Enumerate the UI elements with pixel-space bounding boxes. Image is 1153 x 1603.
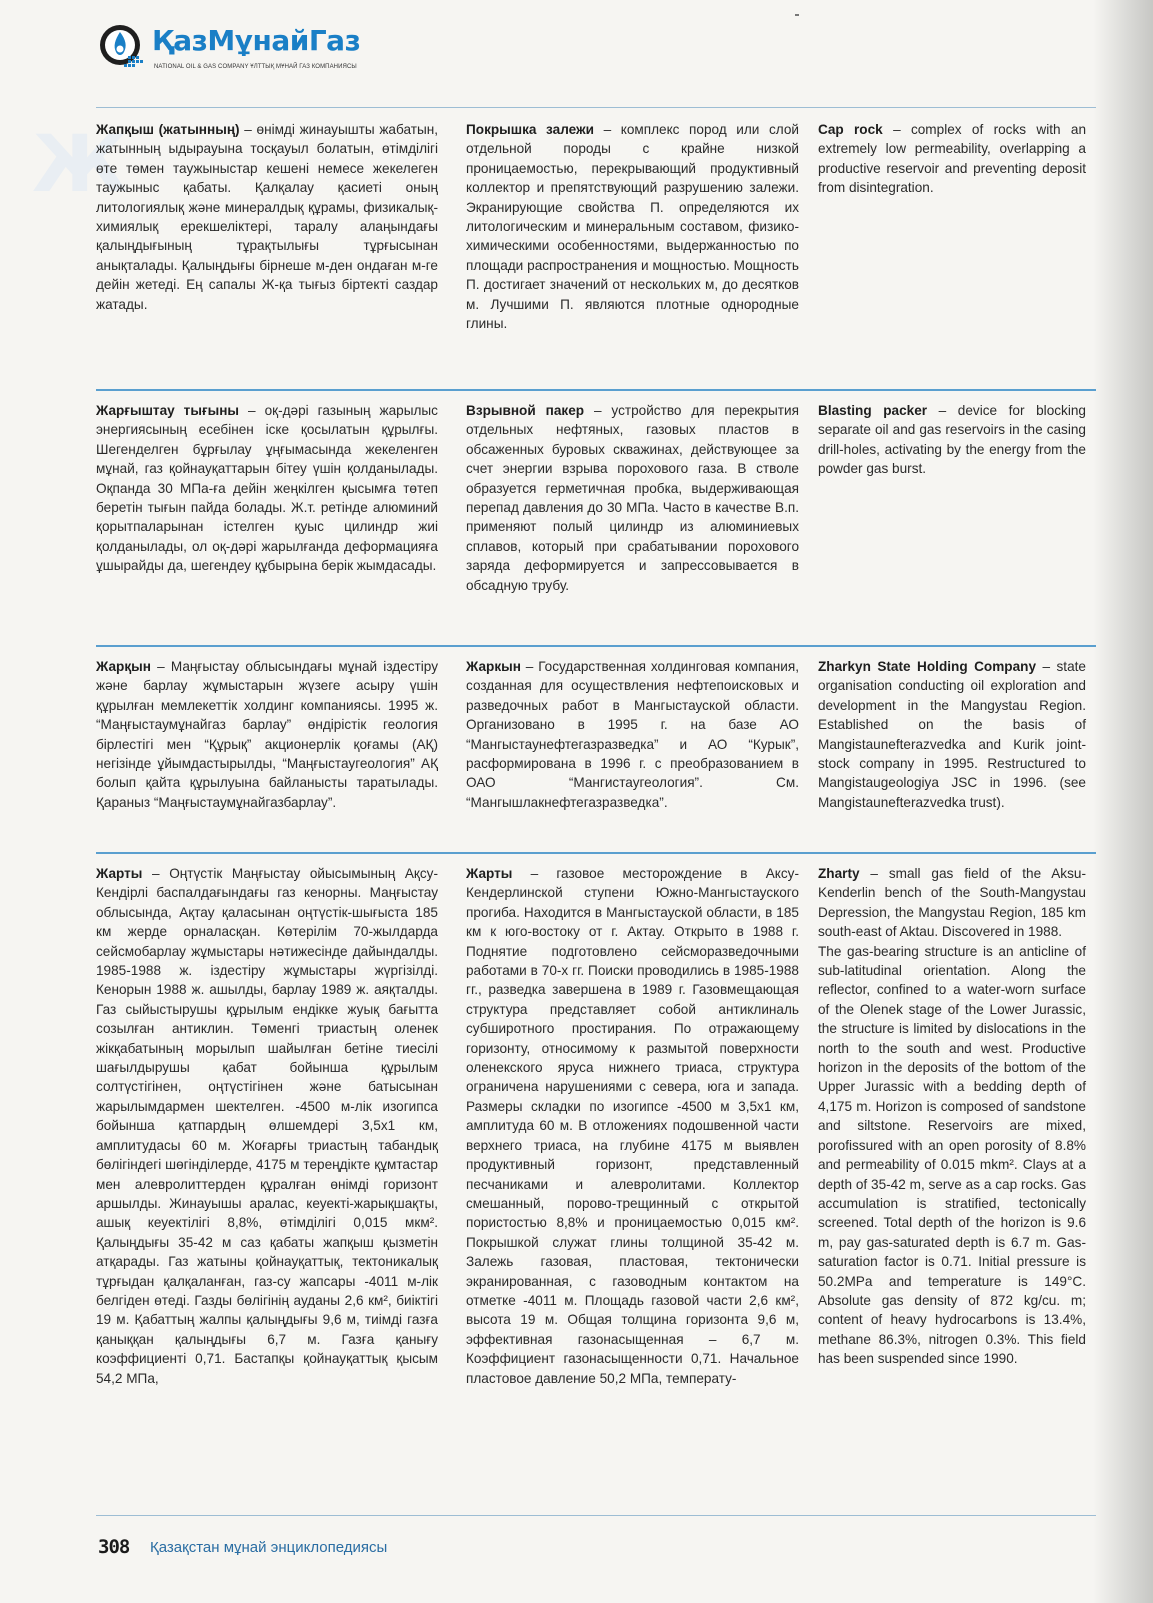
entry-term: Жарқын: [96, 659, 151, 674]
entry-text: – state organisation conducting oil exploration and development in the Mangystau Region. Established on the basis of Mangistaunefterazvedka and Kurik joint-stock company in 1995. Restructured to Mangistaugeologiya JSC in 1996. (see Mangistaunefterazvedka trust).: [818, 659, 1086, 810]
entry-text: – өнімді жинауышты жабатын, жатынның ыдырауына тосқауыл болатын, өтімділігі өте төмен таужыныстар кешені немесе жекелеген таужыныс қабаты. Қалқалау қасиеті оның литологиялық және минералдық құрамы, физикалық-химиялық ерекшеліктері, таралу алаңындағы қалыңдығының тұрақтылығы тұрғысынан анықталады. Қалыңдығы бірнеше м-ден ондаған м-ге дейін жетеді. Ең сапалы Ж-қа тығыз біртекті саздар жатады.: [96, 122, 438, 312]
entry-text: – устройство для перекрытия отдельных нефтяных, газовых пластов в обсаженных буровых скважинах, действующее за счет энергии взрыва порохового газа. В стволе образуется герметичная пробка, выдерживающая перепад давления до 30 МПа. Часто в качестве В.п. применяют полый цилиндр из алюминиевых сплавов, который при срабатывании порохового заряда деформируется и запрессовывается в обсадную трубу.: [466, 403, 799, 593]
entry-term: Zharty: [818, 866, 860, 881]
entry-text: – Государственная холдинговая компания, созданная для осуществления нефтепоисковых и разведочных работ в Мангыстауской области. Организовано в 1995 г. на базе АО “Мангыстаунефтегазразведка” и АО “Курык”, расформирована в 1996 г. с преобразованием в ОАО “Мангистаугеология”. См. “Мангышлакнефтегазразведка”.: [466, 659, 799, 810]
scan-speck: [795, 14, 799, 16]
entry-text: – Оңтүстік Маңғыстау ойысымының Ақсу-Кендірлі баспалдағындағы газ кенорны. Маңғыстау облысында, Ақтау қаласынан оңтүстік-шығыста 185 км жерде орналасқан. Көтерілім 70-жылдарда сейсмобарлау жұмыстары нәтижесінде дайындалды. 1985-1988 ж. іздестіру жұмыстары жүргізілді. Кенорын 1988 ж. ашылды, барлау 1989 ж. аяқталды. Газ сыйыстырушы құрылым ендікке жуық бағытта созылған антиклин. Төменгі триастың оленек жікқабатының морылып шайылған бетіне тиесілі шағылдырушы қабат бойынша құрылым солтүстігінен, оңтүстігінен және батысынан жарылымдармен шектелген. -4500 м-лік изогипса бойынша қатпардың өлшемдері 3,5х1 км, амплитудасы 60 м. Жоғарғы триастың табандық бөлігіндегі шөгінділерде, 4175 м тереңдікте құмтастар мен алевролиттерден құралған өнімді горизонт аршылды. Жинауышы аралас, кеуекті-жарықшақты, ашық кеуектілігі 8,8%, өтімділігі 0,015 мкм². Қалыңдығы 35-42 м саз қабаты жапқыш қызметін атқарады. Газ жатыны қойнауқаттық, тектоникалық тұрғыдан қалқаланған, газ-су жапсары -4011 м-лік белгіден өтеді. Газды бөлігінің ауданы 2,6 км², биіктігі 19 м. Қабаттың жалпы қалыңдығы 9,6 м, тиімді газға қаныққан қалыңдығы 6,7 м. Газға қанығу коэффициенті 0,71. Бастапқы қойнауқаттық қысым 54,2 МПа,: [96, 866, 438, 1386]
page-number: 308: [98, 1536, 130, 1558]
header-rule: [96, 107, 1096, 108]
entry-term: Покрышка залежи: [466, 122, 595, 137]
kazakh-column: [96, 864, 438, 1388]
entry-term: Жарты: [96, 866, 143, 881]
entry-term: Жарты: [466, 866, 513, 881]
kazakh-column: [96, 120, 438, 314]
kazakh-column: [96, 657, 438, 812]
entry-term: Взрывной пакер: [466, 403, 585, 418]
entry-text-paragraph: The gas-bearing structure is an anticline of sub-latitudinal orientation. Along the reflector, confined to a water-worn surface of the Olenek stage of the Lower Jurassic, the structure is limited by dislocations in the north to the south and west. Productive horizon in the deposits of the bottom of the Upper Jurassic with a bedding depth of 4,175 m. Horizon is composed of sandstone and siltstone. Reservoirs are mixed, porofissured with an open porosity of 8.8% and permeability of 0.015 mkm². Clays at a depth of 35-42 m, serve as a cap rocks. Gas accumulation is stratified, tectonically screened. Total depth of the horizon is 9.6 m, pay gas-saturated depth is 6.7 m. Gas-saturation factor is 0.71. Initial pressure is 50.2MPa and temperature is 149°C. Absolute gas density of 872 kg/cu. m; content of heavy hydrocarbons is 13.4%, methane 86.3%, nitrogen 0.3%. This field has been suspended since 1990.: [818, 943, 1086, 1367]
row-separator: [96, 389, 1096, 391]
english-column: [818, 657, 1086, 812]
entry-term: Жаркын: [466, 659, 521, 674]
company-logo-subtitle: NATIONAL OIL & GAS COMPANY ҰЛТТЫҚ МҰНАЙ ГАЗ КОМПАНИЯСЫ: [154, 64, 357, 70]
row-separator: [96, 852, 1096, 854]
entry-term: Жапқыш (жатынның): [96, 122, 240, 137]
entry-term: Жарғыштау тығыны: [96, 403, 240, 418]
page-edge-shadow: [1093, 0, 1153, 1603]
russian-column: [466, 120, 799, 333]
russian-column: [466, 657, 799, 812]
entry-text: – device for blocking separate oil and gas reservoirs in the casing drill-holes, activating by the energy from the powder gas burst.: [818, 403, 1086, 477]
entry-term: Blasting packer: [818, 403, 928, 418]
company-logo-name: ҚазМұнайГаз: [152, 24, 361, 57]
row-separator: [96, 645, 1096, 647]
entry-term: Zharkyn State Holding Company: [818, 659, 1037, 674]
entry-text: – small gas field of the Aksu-Kenderlin bench of the South-Mangystau Depression, the Mangystau Region, 185 km south-east of Aktau. Discovered in 1988.: [818, 866, 1086, 940]
english-column: [818, 120, 1086, 198]
russian-column: [466, 864, 799, 1388]
russian-column: [466, 401, 799, 595]
footer-rule: [96, 1515, 1096, 1516]
flame-logo-icon: [98, 20, 148, 70]
entry-text: – комплекс пород или слой отдельной породы с крайне низкой проницаемостью, перекрывающий продуктивный коллектор и препятствующий разрушению залежи. Экранирующие свойства П. определяются их литологическим и минеральным составом, физико-химическими особенностями, выдержанностью по площади распространения и мощностью. Мощность П. достигает значений от нескольких м, до десятков м. Лучшими П. являются плотные однородные глины.: [466, 122, 800, 332]
section-letter-watermark: Ж: [32, 120, 128, 210]
entry-text: – Маңғыстау облысындағы мұнай іздестіру және барлау жұмыстарын жүзеге асыру үшін құрылған мемлекеттік холдинг компаниясы. 1995 ж. “Маңғыстаумұнайгаз барлау” өндірістік геология бірлестігі мен “Құрық” акционерлік қоғамы (АҚ) негізінде ұйымдастырылды, “Маңғыстаугеология” АҚ болып қайта құрылуына байланысты таратылады. Қараныз “Маңғыстаумұнайгазбарлау”.: [96, 659, 438, 810]
entry-term: Cap rock: [818, 122, 883, 137]
english-column: [818, 864, 1086, 1369]
entry-text: – газовое месторождение в Аксу-Кендерлинской ступени Южно-Мангыстауского прогиба. Находится в Мангыстауской области, в 185 км к юго-востоку от г. Актау. Открыто в 1988 г. Поднятие подготовлено сейсморазведочными работами в 70-х гг. Поиски проводились в 1985-1988 гг., разведка завершена в 1989 г. Газовмещающая структура представляет собой антиклиналь субширотного простирания. По отражающему горизонту, относимому к размытой поверхности оленекского яруса нижнего триаса, структура ограничена нарушениями с севера, юга и запада. Размеры складки по изогипсе -4500 м 3,5х1 км, амплитуда 60 м. В отложениях подошвенной части верхнего триаса, на глубине 4175 м выявлен продуктивный горизонт, представленный песчаниками и алевролитами. Коллектор смешанный, порово-трещинный с открытой пористостью 8,8% и проницаемостью 0,015 км². Покрышкой служат глины толщиной 35-42 м. Залежь газовая, пластовая, тектонически экранированная, с газоводным контактом на отметке -4011 м. Площадь газовой части 2,6 км², высота 19 м. Общая толщина горизонта 9,6 м, эффективная газонасыщенная – 6,7 м. Коэффициент газонасыщенности 0,71. Начальное пластовое давление 50,2 МПа, температу-: [466, 866, 799, 1386]
entry-text: – complex of rocks with an extremely low permeability, overlapping a productive reservoir and preventing deposit from disintegration.: [818, 122, 1087, 196]
entry-text: – оқ-дәрі газының жарылыс энергиясының есебінен іске қосылатын құрылғы. Шегенделген бұрғылау ұңғымасында жекеленген мұнай, газ қойнауқаттарын бітеу үшін қолданылады. Оқпанда 30 МПа-ға дейін жеңкілген қысымға төтеп беретін тығын пайда болады. Ж.т. ретінде алюминий қорытпаларынан істелген қуыс цилиндр жиі қолданылады, ол оқ-дәрі жарылғанда деформацияға ұшырайды да, шегендеу құбырына берік жымдасады.: [96, 403, 438, 574]
kazakh-column: [96, 401, 438, 576]
english-column: [818, 401, 1086, 479]
book-title: Қазақстан мұнай энциклопедиясы: [150, 1539, 388, 1556]
